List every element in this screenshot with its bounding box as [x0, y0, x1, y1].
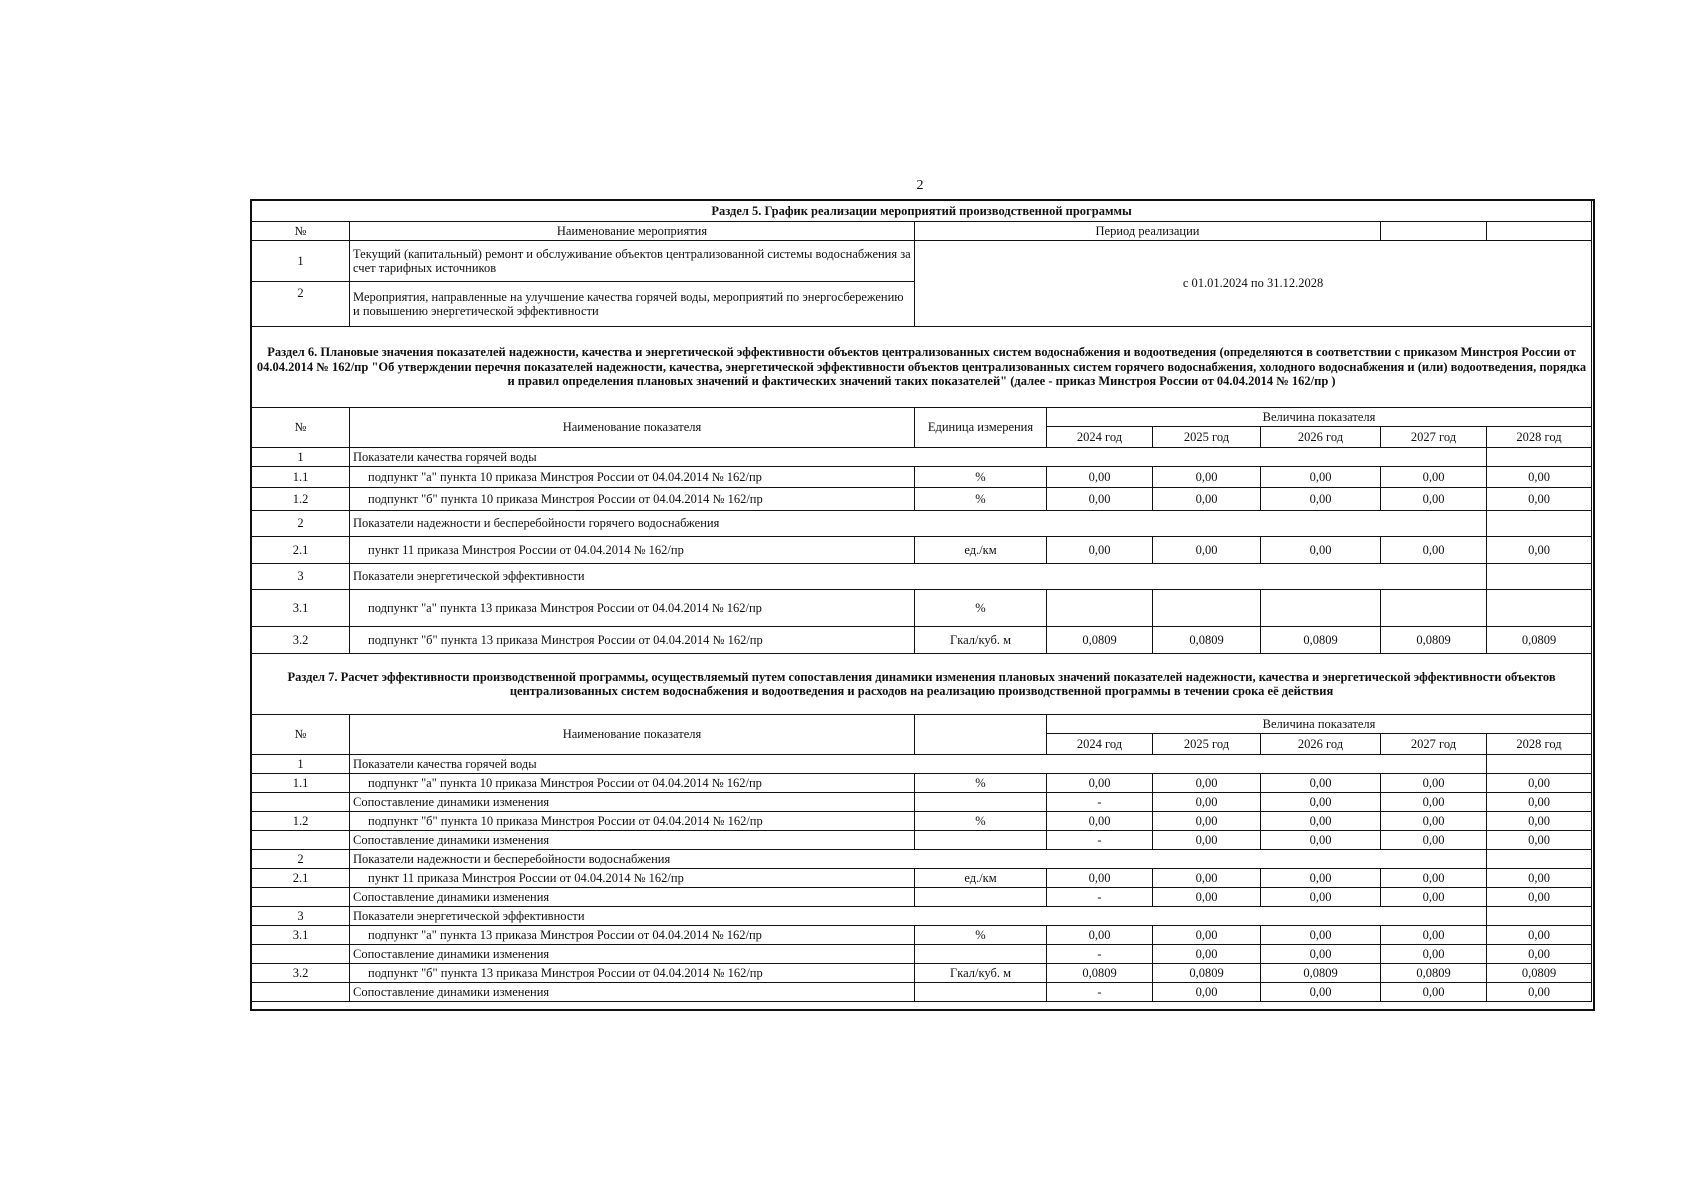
section7-row-value: 0,00	[1047, 869, 1153, 888]
section7-header-row	[252, 715, 1592, 734]
section5-row	[252, 241, 1592, 282]
section7-row-no: 3	[252, 907, 350, 926]
section7-row-value: 0,00	[1381, 983, 1487, 1002]
section6-row-unit: Гкал/куб. м	[915, 627, 1047, 654]
section6-header-row	[252, 408, 1592, 427]
section6-year: 2025 год	[1153, 427, 1261, 448]
section7-title: Раздел 7. Расчет эффективности производственной программы, осуществляемый путем сопоставления динамики изменения плановых значений показателей надежности, качества и энергетической эффективности объектов централизованных систем водоснабжения и водоотведения и расходов на реализацию производственной программы в течении срока её действия	[252, 654, 1592, 715]
section6-row-value: 0,0809	[1153, 627, 1261, 654]
section7-row-value: -	[1047, 888, 1153, 907]
section6-row-value: 0,00	[1261, 488, 1381, 511]
section6-year: 2026 год	[1261, 427, 1381, 448]
section7-row-name: Показатели качества горячей воды	[350, 755, 1487, 774]
section6-row-value: 0,00	[1047, 467, 1153, 488]
section6-col-name: Наименование показателя	[350, 408, 915, 448]
section6-row-no: 1.2	[252, 488, 350, 511]
section7-row-name: подпункт "б" пункта 13 приказа Минстроя России от 04.04.2014 № 162/пр	[350, 964, 915, 983]
section7-row-name: подпункт "б" пункта 10 приказа Минстроя России от 04.04.2014 № 162/пр	[350, 812, 915, 831]
section5-period-value: с 01.01.2024 по 31.12.2028	[915, 241, 1592, 327]
section7-row-unit: %	[915, 926, 1047, 945]
section7-row-no: 1	[252, 755, 350, 774]
section6-row-value	[1487, 590, 1592, 627]
section6-row	[252, 590, 1592, 627]
section6-row-value: 0,00	[1381, 467, 1487, 488]
section7-row	[252, 755, 1592, 774]
section6-row-value: 0,00	[1153, 488, 1261, 511]
section6-row	[252, 488, 1592, 511]
section5-title: Раздел 5. График реализации мероприятий производственной программы	[252, 201, 1592, 222]
section6-empty-cell	[1487, 511, 1592, 537]
section7-row-unit: %	[915, 812, 1047, 831]
production-program-table	[251, 200, 1592, 1002]
section5-col-name: Наименование мероприятия	[350, 222, 915, 241]
section6-row-value: 0,00	[1261, 537, 1381, 564]
section7-row-value: 0,00	[1381, 888, 1487, 907]
section7-row-name: Показатели энергетической эффективности	[350, 907, 1487, 926]
section7-row-value: 0,00	[1047, 926, 1153, 945]
section6-row-no: 3.1	[252, 590, 350, 627]
section6-row-value: 0,0809	[1047, 627, 1153, 654]
section6-row-name: пункт 11 приказа Минстроя России от 04.04.2014 № 162/пр	[350, 537, 915, 564]
section7-row-value: 0,00	[1153, 831, 1261, 850]
section6-row	[252, 511, 1592, 537]
section7-year: 2026 год	[1261, 734, 1381, 755]
section6-row-value: 0,0809	[1381, 627, 1487, 654]
section6-row-value: 0,00	[1381, 537, 1487, 564]
section7-row-name: Сопоставление динамики изменения	[350, 831, 915, 850]
section6-row-no: 1	[252, 448, 350, 467]
section6-row-value: 0,00	[1153, 467, 1261, 488]
section7-row-value: 0,00	[1153, 945, 1261, 964]
section7-row-no	[252, 945, 350, 964]
section7-row	[252, 888, 1592, 907]
page-number: 2	[916, 178, 924, 193]
section6-row-value: 0,00	[1261, 467, 1381, 488]
section7-empty-cell	[1487, 850, 1592, 869]
section7-row-value: 0,00	[1487, 888, 1592, 907]
section7-row-value: 0,00	[1261, 983, 1381, 1002]
section5-title-row	[252, 201, 1592, 222]
section7-row-unit: ед./км	[915, 869, 1047, 888]
section6-row-value: 0,00	[1487, 467, 1592, 488]
section7-row-value: 0,0809	[1153, 964, 1261, 983]
section7-row-value: -	[1047, 983, 1153, 1002]
section7-row-value: 0,00	[1487, 869, 1592, 888]
table-body	[252, 201, 1592, 1002]
section7-row-unit	[915, 945, 1047, 964]
section7-title-row	[252, 654, 1592, 715]
section6-row	[252, 537, 1592, 564]
section7-row-no: 1.2	[252, 812, 350, 831]
section7-row-value: -	[1047, 793, 1153, 812]
section7-row-value: 0,00	[1487, 983, 1592, 1002]
section7-year: 2027 год	[1381, 734, 1487, 755]
section6-title-row	[252, 327, 1592, 408]
section7-row-value: 0,00	[1381, 945, 1487, 964]
section6-year: 2024 год	[1047, 427, 1153, 448]
section7-row	[252, 907, 1592, 926]
section6-row-unit: ед./км	[915, 537, 1047, 564]
section7-row-no	[252, 888, 350, 907]
section6-row-unit: %	[915, 467, 1047, 488]
section7-row-value: 0,00	[1261, 812, 1381, 831]
section7-row	[252, 945, 1592, 964]
section5-header-row	[252, 222, 1592, 241]
section7-row	[252, 850, 1592, 869]
section7-row	[252, 926, 1592, 945]
section7-row-name: подпункт "а" пункта 10 приказа Минстроя России от 04.04.2014 № 162/пр	[350, 774, 915, 793]
section7-row-no: 2.1	[252, 869, 350, 888]
section7-row-value: 0,00	[1261, 793, 1381, 812]
section7-row-name: Показатели надежности и бесперебойности водоснабжения	[350, 850, 1487, 869]
section7-col-no: №	[252, 715, 350, 755]
section6-row-value	[1381, 590, 1487, 627]
section5-row-name: Мероприятия, направленные на улучшение качества горячей воды, мероприятий по энергосбережению и повышению энергетической эффективности	[350, 282, 915, 327]
section5-empty-cell	[1487, 222, 1592, 241]
section6-row-no: 3.2	[252, 627, 350, 654]
section7-row-no	[252, 793, 350, 812]
section7-row-value: 0,00	[1047, 812, 1153, 831]
section7-row-no	[252, 831, 350, 850]
section6-col-unit: Единица измерения	[915, 408, 1047, 448]
section6-row-name: подпункт "а" пункта 13 приказа Минстроя России от 04.04.2014 № 162/пр	[350, 590, 915, 627]
section6-row-value: 0,00	[1153, 537, 1261, 564]
section7-row	[252, 869, 1592, 888]
section6-row-value: 0,00	[1047, 488, 1153, 511]
section6-row	[252, 564, 1592, 590]
section7-row-no: 1.1	[252, 774, 350, 793]
section6-title: Раздел 6. Плановые значения показателей надежности, качества и энергетической эффективности объектов централизованных систем водоснабжения и водоотведения (определяются в соответствии с приказом Минстроя России от 04.04.2014 № 162/пр "Об утверждении перечня показателей надежности, качества, энергетической эффективности объектов централизованных систем горячего водоснабжения, холодного водоснабжения и (или) водоотведения, порядка и правил определения плановых значений и фактических значений таких показателей" (далее - приказ Минстроя России от 04.04.2014 № 162/пр )	[252, 327, 1592, 408]
section7-row	[252, 983, 1592, 1002]
section6-row-no: 3	[252, 564, 350, 590]
section6-empty-cell	[1487, 448, 1592, 467]
section7-row-value: 0,0809	[1381, 964, 1487, 983]
section6-row-value: 0,0809	[1487, 627, 1592, 654]
section7-row-value: 0,00	[1261, 869, 1381, 888]
section7-row-value: 0,00	[1153, 888, 1261, 907]
section7-row-value: 0,00	[1487, 945, 1592, 964]
section7-row-value: 0,00	[1381, 793, 1487, 812]
section7-row-value: 0,00	[1153, 926, 1261, 945]
section7-row-value: -	[1047, 831, 1153, 850]
section6-row-value	[1261, 590, 1381, 627]
section7-row-value: 0,00	[1381, 774, 1487, 793]
section7-row-value: 0,00	[1261, 774, 1381, 793]
section7-row	[252, 812, 1592, 831]
section7-row-value: 0,00	[1381, 812, 1487, 831]
section7-row-value: 0,0809	[1487, 964, 1592, 983]
section6-row-name: подпункт "б" пункта 13 приказа Минстроя России от 04.04.2014 № 162/пр	[350, 627, 915, 654]
section6-col-value: Величина показателя	[1047, 408, 1592, 427]
section6-row-value: 0,00	[1047, 537, 1153, 564]
section7-empty-cell	[1487, 907, 1592, 926]
section7-row-value: 0,00	[1487, 793, 1592, 812]
section5-row-name: Текущий (капитальный) ремонт и обслуживание объектов централизованной системы водоснабжения за счет тарифных источников	[350, 241, 915, 282]
section5-row-no: 1	[252, 241, 350, 282]
section5-row-no: 2	[252, 282, 350, 327]
section6-row-value	[1153, 590, 1261, 627]
section7-row-value: 0,0809	[1047, 964, 1153, 983]
section7-row-value: 0,00	[1153, 793, 1261, 812]
section7-col-unit	[915, 715, 1047, 755]
section7-row-value: 0,00	[1153, 869, 1261, 888]
section7-row-name: Сопоставление динамики изменения	[350, 793, 915, 812]
section7-year: 2024 год	[1047, 734, 1153, 755]
section7-year: 2025 год	[1153, 734, 1261, 755]
section7-row-value: 0,00	[1487, 812, 1592, 831]
section7-row-no: 3.1	[252, 926, 350, 945]
section6-col-no: №	[252, 408, 350, 448]
section7-row-unit	[915, 793, 1047, 812]
section6-empty-cell	[1487, 564, 1592, 590]
section7-row-name: Сопоставление динамики изменения	[350, 983, 915, 1002]
section6-row-value: 0,00	[1487, 488, 1592, 511]
section5-col-no: №	[252, 222, 350, 241]
section7-row-value: 0,00	[1047, 774, 1153, 793]
section7-row	[252, 964, 1592, 983]
section6-year: 2028 год	[1487, 427, 1592, 448]
section6-row-name: Показатели надежности и бесперебойности горячего водоснабжения	[350, 511, 1487, 537]
section6-row	[252, 467, 1592, 488]
section7-row	[252, 793, 1592, 812]
section7-row-no: 2	[252, 850, 350, 869]
section6-row-unit: %	[915, 590, 1047, 627]
section7-row	[252, 831, 1592, 850]
section5-empty-cell	[1381, 222, 1487, 241]
section5-col-period: Период реализации	[915, 222, 1381, 241]
section7-empty-cell	[1487, 755, 1592, 774]
section6-row-no: 1.1	[252, 467, 350, 488]
section7-row-value: 0,0809	[1261, 964, 1381, 983]
section7-row-name: Сопоставление динамики изменения	[350, 888, 915, 907]
section7-row-value: 0,00	[1487, 831, 1592, 850]
section7-row-value: 0,00	[1153, 774, 1261, 793]
section7-col-value: Величина показателя	[1047, 715, 1592, 734]
section7-row-value: 0,00	[1153, 983, 1261, 1002]
section7-row-value: 0,00	[1261, 831, 1381, 850]
section7-row	[252, 774, 1592, 793]
section7-row-unit: Гкал/куб. м	[915, 964, 1047, 983]
section6-row-no: 2	[252, 511, 350, 537]
section6-row-name: подпункт "а" пункта 10 приказа Минстроя России от 04.04.2014 № 162/пр	[350, 467, 915, 488]
section7-row-value: 0,00	[1153, 812, 1261, 831]
section7-row-no: 3.2	[252, 964, 350, 983]
section6-row-value: 0,00	[1381, 488, 1487, 511]
section6-row-value: 0,00	[1487, 537, 1592, 564]
section7-row-name: подпункт "а" пункта 13 приказа Минстроя России от 04.04.2014 № 162/пр	[350, 926, 915, 945]
section7-row-unit	[915, 983, 1047, 1002]
section6-row	[252, 627, 1592, 654]
section7-row-value: 0,00	[1261, 926, 1381, 945]
section7-row-no	[252, 983, 350, 1002]
section6-row-name: Показатели качества горячей воды	[350, 448, 1487, 467]
section6-row-unit: %	[915, 488, 1047, 511]
section7-row-name: пункт 11 приказа Минстроя России от 04.04.2014 № 162/пр	[350, 869, 915, 888]
section6-row-name: подпункт "б" пункта 10 приказа Минстроя России от 04.04.2014 № 162/пр	[350, 488, 915, 511]
section7-row-value: 0,00	[1261, 945, 1381, 964]
section7-col-name: Наименование показателя	[350, 715, 915, 755]
section7-row-unit: %	[915, 774, 1047, 793]
section7-row-unit	[915, 831, 1047, 850]
section7-row-value: 0,00	[1381, 926, 1487, 945]
section6-year: 2027 год	[1381, 427, 1487, 448]
section7-row-name: Сопоставление динамики изменения	[350, 945, 915, 964]
section6-row-value	[1047, 590, 1153, 627]
section7-row-value: -	[1047, 945, 1153, 964]
section7-row-value: 0,00	[1381, 831, 1487, 850]
section7-row-value: 0,00	[1487, 774, 1592, 793]
section6-row-value: 0,0809	[1261, 627, 1381, 654]
section7-row-value: 0,00	[1381, 869, 1487, 888]
section6-row-name: Показатели энергетической эффективности	[350, 564, 1487, 590]
section7-row-value: 0,00	[1487, 926, 1592, 945]
section7-year: 2028 год	[1487, 734, 1592, 755]
section7-row-value: 0,00	[1261, 888, 1381, 907]
section6-row-no: 2.1	[252, 537, 350, 564]
section6-row	[252, 448, 1592, 467]
section7-row-unit	[915, 888, 1047, 907]
